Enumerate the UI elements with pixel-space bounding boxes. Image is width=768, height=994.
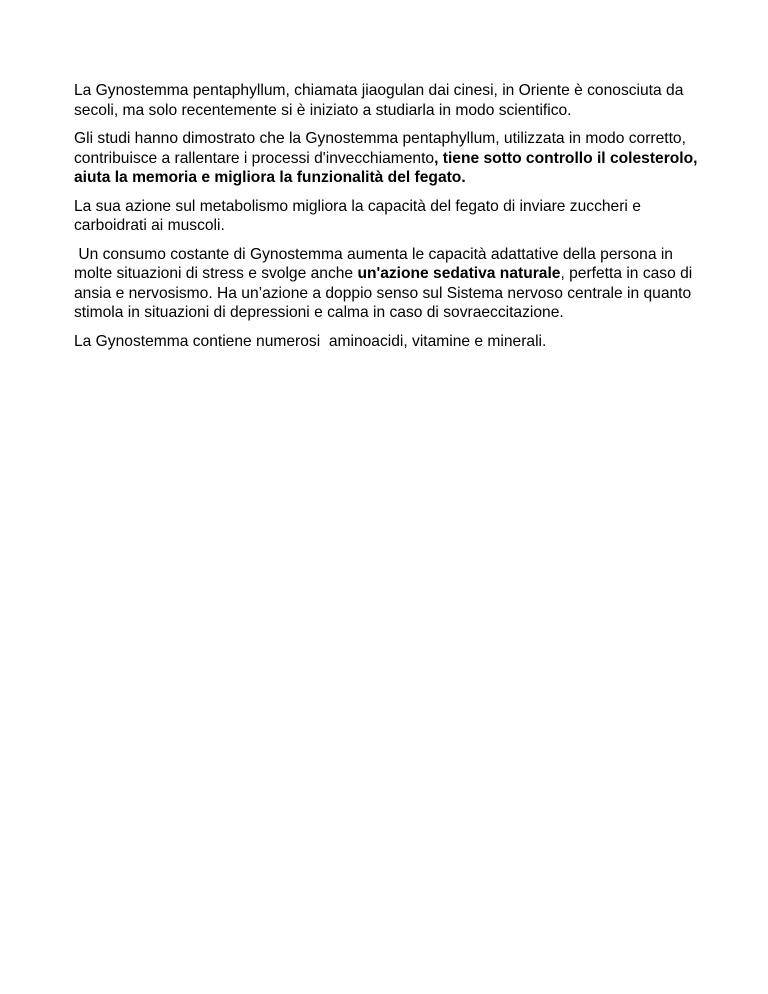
paragraph-text: Gli studi hanno dimostrato che la Gynostemma pentaphyllum, utilizzata in modo corretto, contribuisce a rallentare i processi d'invecchiamento bbox=[74, 130, 686, 167]
paragraph-metabolism bbox=[74, 197, 714, 236]
paragraph-studies bbox=[74, 129, 714, 188]
paragraph-text: La Gynostemma contiene numerosi aminoacidi, vitamine e minerali. bbox=[74, 332, 547, 350]
paragraph-bold-text: , tiene sotto controllo il colesterolo, aiuta la memoria e migliora la funzionalità del fegato. bbox=[74, 149, 698, 186]
paragraph-nutrients bbox=[74, 332, 714, 352]
paragraph-text: La Gynostemma pentaphyllum, chiamata jiaogulan dai cinesi, in Oriente è conosciuta da secoli, ma solo recentemente si è iniziato a studiarla in modo scientifico. bbox=[74, 82, 684, 119]
document-body bbox=[74, 81, 714, 360]
paragraph-stress bbox=[74, 245, 714, 323]
paragraph-bold-text: un'azione sedativa naturale bbox=[357, 265, 561, 282]
paragraph-text: La sua azione sul metabolismo migliora la capacità del fegato di inviare zuccheri e carboidrati ai muscoli. bbox=[74, 197, 641, 234]
paragraph-text: , perfetta in caso di ansia e nervosismo. Ha un’azione a doppio senso sul Sistema nervoso centrale in quanto stimola in situazioni di depressioni e calma in caso di sovraeccitazione. bbox=[74, 265, 697, 321]
paragraph-intro bbox=[74, 81, 714, 120]
paragraph-text: Un consumo costante di Gynostemma aumenta le capacità adattative della persona in molte situazioni di stress e svolge anche bbox=[74, 245, 678, 282]
